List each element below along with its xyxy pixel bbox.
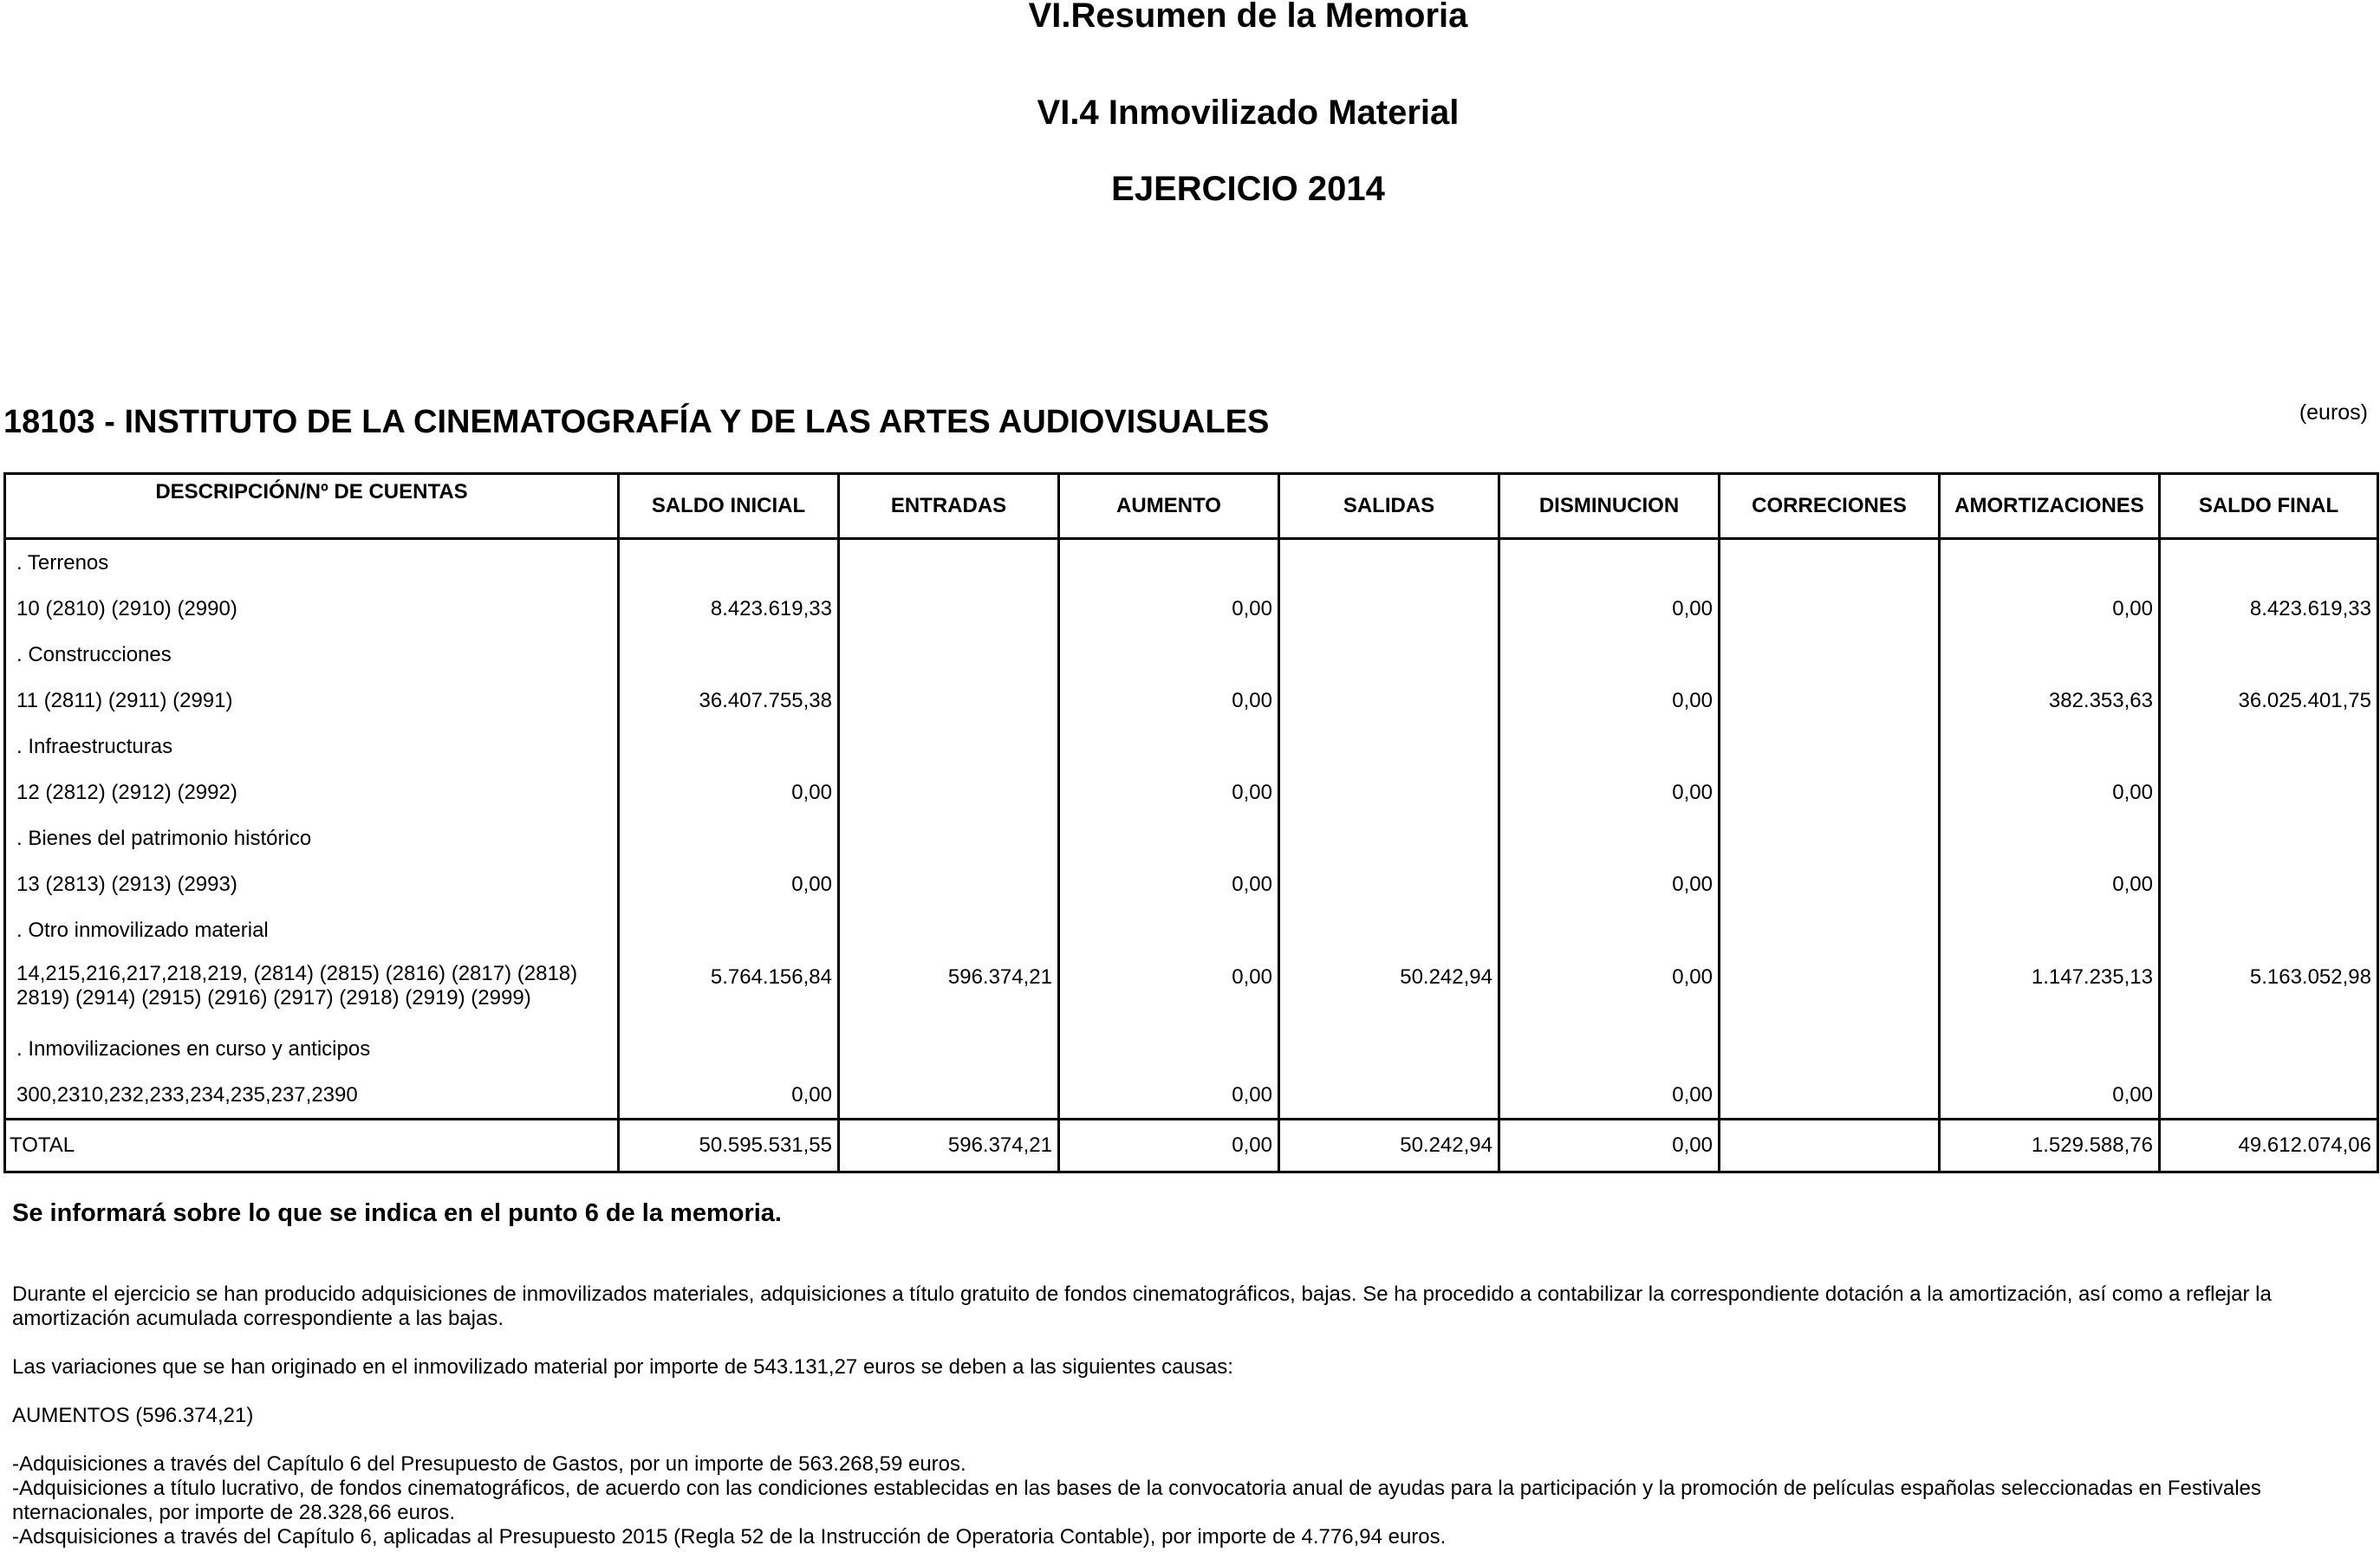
cell-disminucion: 0,00 — [1499, 586, 1720, 632]
table-row — [5, 953, 2378, 1026]
cell-amortizaciones: 0,00 — [1940, 1072, 2160, 1120]
notes-text-line: Durante el ejercicio se han producido adquisiciones de inmovilizados materiales, adquisiciones a título gratuito de fondos cinematográficos, bajas. Se ha procedido a contabilizar la correspondiente dotación a la amortización, así como a reflejar la — [12, 1283, 2272, 1306]
cell-disminucion — [1499, 1026, 1720, 1072]
entity-title: 18103 - INSTITUTO DE LA CINEMATOGRAFÍA Y DE LAS ARTES AUDIOVISUALES — [3, 404, 1270, 440]
cell-aumento: 0,00 — [1059, 586, 1279, 632]
notes-paragraph — [12, 1283, 2378, 1331]
cell-correciones — [1720, 907, 1940, 953]
cell-amortizaciones — [1940, 815, 2160, 861]
cell-saldo-final — [2160, 861, 2378, 907]
total-aumento: 0,00 — [1059, 1120, 1279, 1172]
total-saldo-inicial: 50.595.531,55 — [619, 1120, 839, 1172]
group-row — [5, 907, 2378, 953]
total-entradas: 596.374,21 — [839, 1120, 1059, 1172]
cell-entradas — [839, 539, 1059, 587]
cell-saldo-inicial: 0,00 — [619, 861, 839, 907]
cell-aumento — [1059, 907, 1279, 953]
cell-disminucion: 0,00 — [1499, 770, 1720, 815]
cell-aumento: 0,00 — [1059, 953, 1279, 1026]
cell-disminucion: 0,00 — [1499, 861, 1720, 907]
group-row — [5, 632, 2378, 678]
cell-disminucion: 0,00 — [1499, 678, 1720, 724]
list-item: -Adquisiciones a título lucrativo, de fondos cinematográficos, de acuerdo con las condiciones establecidas en las bases de la convocatoria anual de ayudas para la participación y la promoción de películas españolas seleccionadas en Festivales — [12, 1477, 2261, 1500]
account-label: 14,215,216,217,218,219, (2814) (2815) (2816) (2817) (2818) 2819) (2914) (2915) (2916) (2917) (2918) (2919) (2999) — [5, 953, 619, 1026]
cell-salidas — [1279, 1072, 1499, 1120]
notes-paragraph: Las variaciones que se han originado en el inmovilizado material por importe de 543.131,27 euros se deben a las siguientes causas: — [12, 1355, 1233, 1379]
cell-amortizaciones — [1940, 907, 2160, 953]
cell-amortizaciones — [1940, 724, 2160, 770]
cell-salidas — [1279, 678, 1499, 724]
account-label: 300,2310,232,233,234,235,237,2390 — [5, 1072, 619, 1120]
cell-saldo-final — [2160, 815, 2378, 861]
notes-text-line: amortización acumulada correspondiente a las bajas. — [12, 1307, 504, 1330]
units-label: (euros) — [2299, 400, 2368, 425]
group-row — [5, 539, 2378, 587]
cell-saldo-inicial — [619, 632, 839, 678]
cell-aumento — [1059, 539, 1279, 587]
cell-amortizaciones: 0,00 — [1940, 770, 2160, 815]
cell-aumento: 0,00 — [1059, 678, 1279, 724]
cell-entradas — [839, 678, 1059, 724]
table-row — [5, 861, 2378, 907]
cell-entradas — [839, 907, 1059, 953]
cell-correciones — [1720, 632, 1940, 678]
cell-saldo-inicial — [619, 724, 839, 770]
group-row — [5, 1026, 2378, 1072]
column-header: SALDO INICIAL — [619, 474, 839, 539]
fiscal-year-title: EJERCICIO 2014 — [1111, 170, 1385, 208]
cell-disminucion — [1499, 907, 1720, 953]
table-header-row — [5, 474, 2378, 539]
cell-disminucion: 0,00 — [1499, 1072, 1720, 1120]
cell-entradas — [839, 1072, 1059, 1120]
cell-correciones — [1720, 1072, 1940, 1120]
account-label: 10 (2810) (2910) (2990) — [5, 586, 619, 632]
table-row — [5, 1072, 2378, 1120]
section-title: VI.4 Inmovilizado Material — [1037, 94, 1460, 132]
cell-aumento — [1059, 815, 1279, 861]
group-label: . Bienes del patrimonio histórico — [5, 815, 619, 861]
cell-saldo-inicial — [619, 539, 839, 587]
cell-disminucion — [1499, 724, 1720, 770]
cell-saldo-inicial — [619, 907, 839, 953]
cell-amortizaciones: 0,00 — [1940, 586, 2160, 632]
cell-salidas — [1279, 586, 1499, 632]
table-row — [5, 678, 2378, 724]
cell-saldo-inicial: 5.764.156,84 — [619, 953, 839, 1026]
cell-entradas — [839, 724, 1059, 770]
cell-amortizaciones: 382.353,63 — [1940, 678, 2160, 724]
cell-amortizaciones: 1.147.235,13 — [1940, 953, 2160, 1026]
cell-amortizaciones — [1940, 1026, 2160, 1072]
cell-aumento: 0,00 — [1059, 861, 1279, 907]
fixed-assets-table — [3, 472, 2379, 1173]
cell-salidas — [1279, 1026, 1499, 1072]
cell-salidas — [1279, 861, 1499, 907]
account-label: 11 (2811) (2911) (2991) — [5, 678, 619, 724]
column-header: DESCRIPCIÓN/Nº DE CUENTAS — [5, 474, 619, 539]
column-header: AUMENTO — [1059, 474, 1279, 539]
cell-correciones — [1720, 953, 1940, 1026]
column-header: ENTRADAS — [839, 474, 1059, 539]
cell-saldo-final — [2160, 770, 2378, 815]
list-item: -Adquisiciones a través del Capítulo 6 del Presupuesto de Gastos, por un importe de 563.268,59 euros. — [12, 1452, 966, 1476]
cell-salidas — [1279, 907, 1499, 953]
total-correciones — [1720, 1120, 1940, 1172]
group-row — [5, 724, 2378, 770]
cell-saldo-final: 8.423.619,33 — [2160, 586, 2378, 632]
total-row — [5, 1120, 2378, 1172]
cell-entradas — [839, 815, 1059, 861]
cell-salidas — [1279, 770, 1499, 815]
cell-salidas — [1279, 632, 1499, 678]
notes-paragraph: AUMENTOS (596.374,21) — [12, 1404, 254, 1427]
cell-salidas: 50.242,94 — [1279, 953, 1499, 1026]
cell-aumento — [1059, 724, 1279, 770]
cell-salidas — [1279, 724, 1499, 770]
cell-saldo-inicial — [619, 815, 839, 861]
cell-aumento — [1059, 1026, 1279, 1072]
column-header: SALIDAS — [1279, 474, 1499, 539]
cell-correciones — [1720, 1026, 1940, 1072]
cell-correciones — [1720, 539, 1940, 587]
cell-saldo-final — [2160, 1026, 2378, 1072]
column-header: AMORTIZACIONES — [1940, 474, 2160, 539]
cell-saldo-final — [2160, 724, 2378, 770]
cell-salidas — [1279, 815, 1499, 861]
cell-correciones — [1720, 678, 1940, 724]
cell-correciones — [1720, 861, 1940, 907]
cell-amortizaciones — [1940, 539, 2160, 587]
cell-salidas — [1279, 539, 1499, 587]
column-header: DISMINUCION — [1499, 474, 1720, 539]
cell-correciones — [1720, 724, 1940, 770]
table-row — [5, 586, 2378, 632]
table-row — [5, 770, 2378, 815]
total-saldo-final: 49.612.074,06 — [2160, 1120, 2378, 1172]
notes-list — [12, 1452, 2378, 1549]
cell-saldo-inicial: 0,00 — [619, 1072, 839, 1120]
cell-entradas — [839, 1026, 1059, 1072]
cell-disminucion: 0,00 — [1499, 953, 1720, 1026]
group-label: . Inmovilizaciones en curso y anticipos — [5, 1026, 619, 1072]
cell-entradas — [839, 770, 1059, 815]
cell-entradas: 596.374,21 — [839, 953, 1059, 1026]
cell-aumento: 0,00 — [1059, 1072, 1279, 1120]
total-label: TOTAL — [5, 1120, 619, 1172]
cell-saldo-final — [2160, 907, 2378, 953]
cell-correciones — [1720, 586, 1940, 632]
account-label: 13 (2813) (2913) (2993) — [5, 861, 619, 907]
cell-amortizaciones — [1940, 632, 2160, 678]
group-label: . Construcciones — [5, 632, 619, 678]
column-header: CORRECIONES — [1720, 474, 1940, 539]
cell-entradas — [839, 632, 1059, 678]
cell-aumento: 0,00 — [1059, 770, 1279, 815]
notes-heading: Se informará sobre lo que se indica en el punto 6 de la memoria. — [12, 1199, 782, 1227]
account-label: 12 (2812) (2912) (2992) — [5, 770, 619, 815]
cell-saldo-inicial — [619, 1026, 839, 1072]
group-label: . Terrenos — [5, 539, 619, 587]
cell-amortizaciones: 0,00 — [1940, 861, 2160, 907]
cell-saldo-inicial: 36.407.755,38 — [619, 678, 839, 724]
cell-entradas — [839, 586, 1059, 632]
cell-disminucion — [1499, 632, 1720, 678]
total-salidas: 50.242,94 — [1279, 1120, 1499, 1172]
cell-correciones — [1720, 815, 1940, 861]
cell-saldo-final: 5.163.052,98 — [2160, 953, 2378, 1026]
total-amortizaciones: 1.529.588,76 — [1940, 1120, 2160, 1172]
cell-aumento — [1059, 632, 1279, 678]
cell-entradas — [839, 861, 1059, 907]
cell-correciones — [1720, 770, 1940, 815]
group-label: . Infraestructuras — [5, 724, 619, 770]
cell-saldo-final — [2160, 632, 2378, 678]
column-header: SALDO FINAL — [2160, 474, 2378, 539]
group-row — [5, 815, 2378, 861]
group-label: . Otro inmovilizado material — [5, 907, 619, 953]
cell-disminucion — [1499, 815, 1720, 861]
list-item: -Adsquisiciones a través del Capítulo 6, aplicadas al Presupuesto 2015 (Regla 52 de la Instrucción de Operatoria Contable), por importe de 4.776,94 euros. — [12, 1525, 1447, 1549]
cell-saldo-final — [2160, 539, 2378, 587]
list-item: nternacionales, por importe de 28.328,66 euros. — [12, 1501, 455, 1524]
cell-saldo-inicial: 0,00 — [619, 770, 839, 815]
cell-saldo-inicial: 8.423.619,33 — [619, 586, 839, 632]
report-title: VI.Resumen de la Memoria — [1028, 0, 1468, 35]
total-disminucion: 0,00 — [1499, 1120, 1720, 1172]
cell-disminucion — [1499, 539, 1720, 587]
cell-saldo-final: 36.025.401,75 — [2160, 678, 2378, 724]
cell-saldo-final — [2160, 1072, 2378, 1120]
